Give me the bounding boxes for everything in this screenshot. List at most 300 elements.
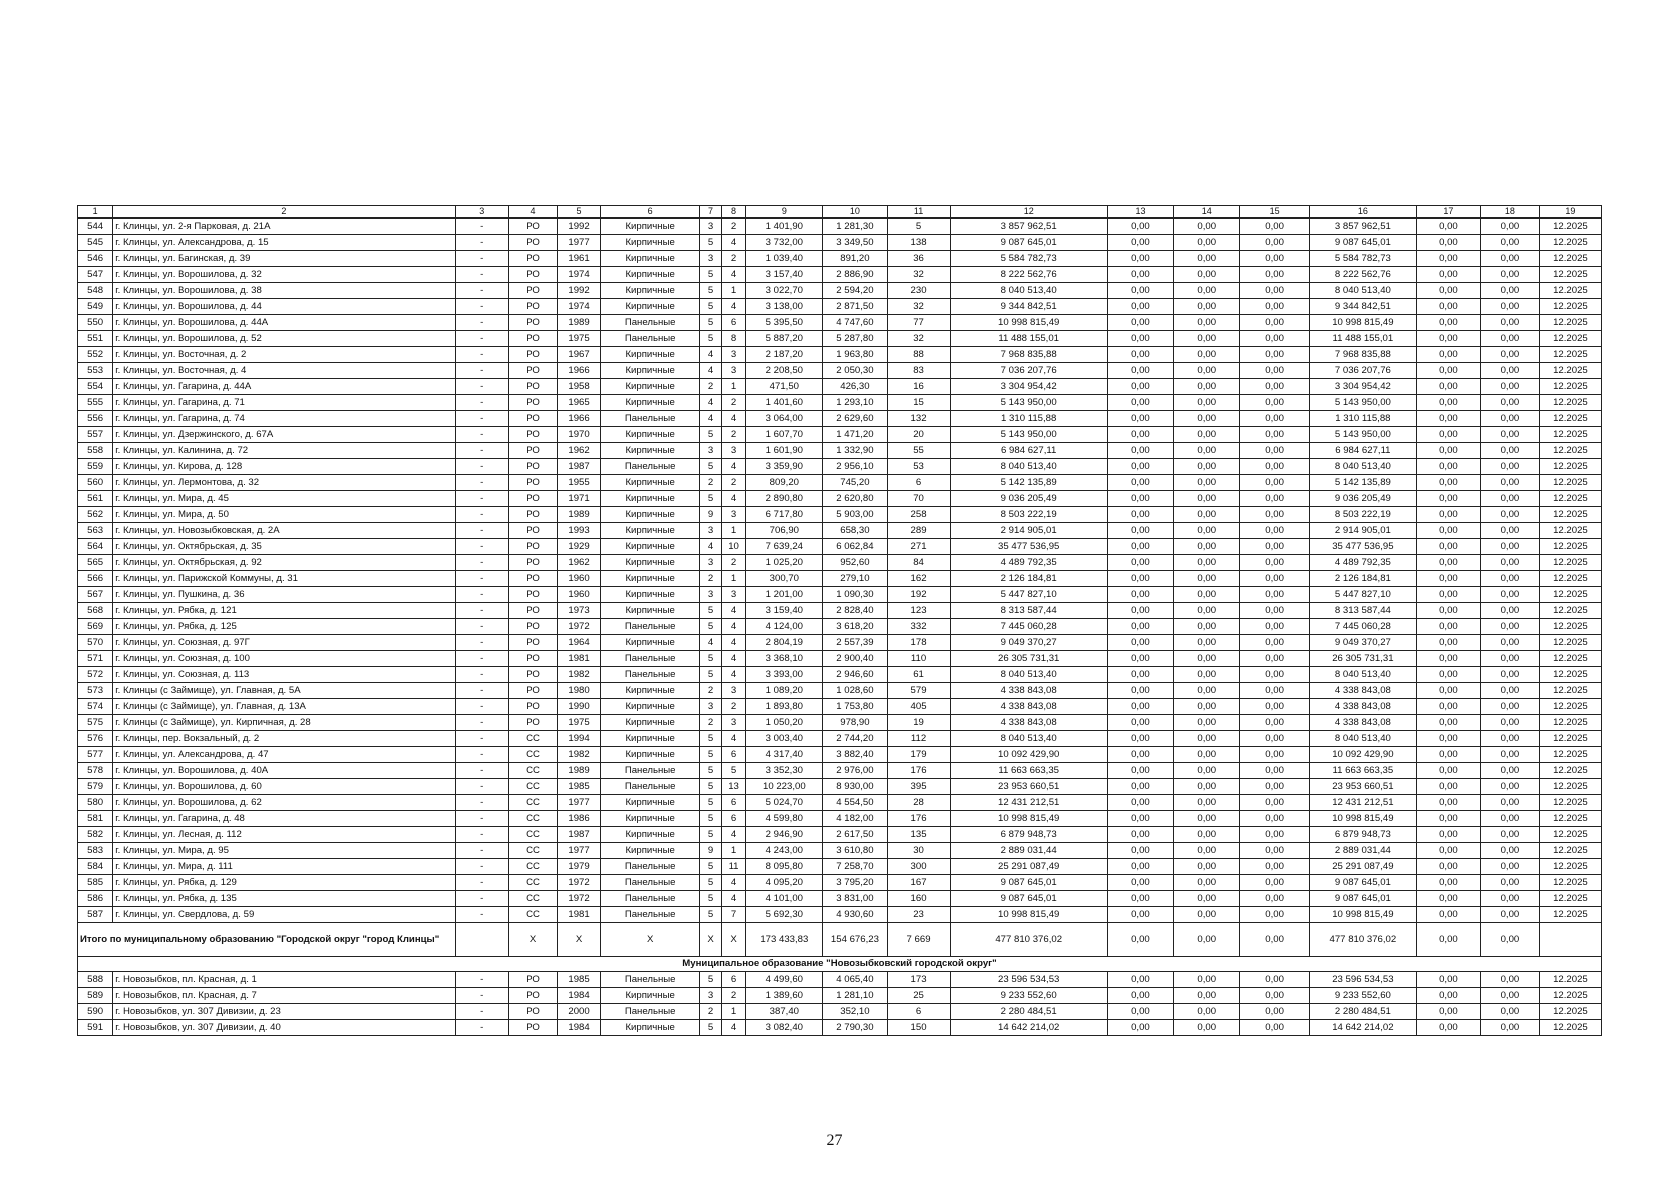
table-cell: 1958 xyxy=(558,379,601,395)
table-cell: Панельные xyxy=(600,907,699,923)
table-cell: 23 953 660,51 xyxy=(1309,779,1416,795)
table-cell: 4 xyxy=(721,411,746,427)
table-cell: РО xyxy=(508,603,557,619)
table-cell: 563 xyxy=(78,523,113,539)
section-header-row xyxy=(78,957,1602,972)
total-cell: 7 669 xyxy=(887,923,950,957)
table-cell: 4 xyxy=(721,459,746,475)
table-cell: 0,00 xyxy=(1107,972,1173,988)
table-cell: 4 499,60 xyxy=(746,972,823,988)
table-cell: 0,00 xyxy=(1240,972,1310,988)
table-cell: 0,00 xyxy=(1481,539,1540,555)
table-cell: 1 401,60 xyxy=(746,395,823,411)
table-cell: 0,00 xyxy=(1174,427,1240,443)
total-cell xyxy=(1539,923,1601,957)
table-cell: РО xyxy=(508,427,557,443)
column-number-header: 2 xyxy=(113,206,455,219)
table-cell: 0,00 xyxy=(1107,283,1173,299)
table-cell: 891,20 xyxy=(823,251,887,267)
table-cell: 561 xyxy=(78,491,113,507)
table-cell: 12 431 212,51 xyxy=(950,795,1107,811)
table-row xyxy=(78,475,1602,491)
table-cell: 558 xyxy=(78,443,113,459)
table-cell: - xyxy=(455,218,508,235)
table-cell: 12.2025 xyxy=(1539,667,1601,683)
table-cell: 12.2025 xyxy=(1539,843,1601,859)
table-cell: 1967 xyxy=(558,347,601,363)
table-cell: 14 642 214,02 xyxy=(950,1020,1107,1036)
table-cell: 55 xyxy=(887,443,950,459)
table-cell: 0,00 xyxy=(1174,843,1240,859)
address-cell: г. Клинцы, ул. Рябка, д. 135 xyxy=(113,891,455,907)
address-cell: г. Клинцы, пер. Вокзальный, д. 2 xyxy=(113,731,455,747)
table-cell: - xyxy=(455,283,508,299)
table-cell: - xyxy=(455,251,508,267)
table-cell: Кирпичные xyxy=(600,443,699,459)
table-cell: 230 xyxy=(887,283,950,299)
table-cell: 6 879 948,73 xyxy=(1309,827,1416,843)
table-cell: 0,00 xyxy=(1174,1004,1240,1020)
table-cell: 9 233 552,60 xyxy=(950,988,1107,1004)
address-cell: г. Клинцы, ул. Свердлова, д. 59 xyxy=(113,907,455,923)
table-cell: 77 xyxy=(887,315,950,331)
table-cell: 8 040 513,40 xyxy=(950,731,1107,747)
address-cell: г. Клинцы (с Займище), ул. Главная, д. 13А xyxy=(113,699,455,715)
table-cell: 1975 xyxy=(558,715,601,731)
table-cell: 0,00 xyxy=(1174,1020,1240,1036)
table-row xyxy=(78,283,1602,299)
table-cell: 192 xyxy=(887,587,950,603)
table-cell: 3 082,40 xyxy=(746,1020,823,1036)
address-cell: г. Клинцы, ул. Ворошилова, д. 44А xyxy=(113,315,455,331)
table-cell: 0,00 xyxy=(1174,411,1240,427)
table-cell: 551 xyxy=(78,331,113,347)
table-cell: 1 xyxy=(721,283,746,299)
table-cell: РО xyxy=(508,683,557,699)
table-cell: 0,00 xyxy=(1240,507,1310,523)
table-cell: РО xyxy=(508,395,557,411)
table-cell: 1987 xyxy=(558,827,601,843)
table-cell: 0,00 xyxy=(1174,347,1240,363)
table-cell: 12.2025 xyxy=(1539,1020,1601,1036)
table-cell: - xyxy=(455,972,508,988)
table-cell: 5 287,80 xyxy=(823,331,887,347)
table-cell: - xyxy=(455,779,508,795)
table-cell: 0,00 xyxy=(1107,251,1173,267)
table-row xyxy=(78,603,1602,619)
table-cell: 3 857 962,51 xyxy=(1309,218,1416,235)
address-cell: г. Клинцы, ул. Мира, д. 95 xyxy=(113,843,455,859)
table-cell: 0,00 xyxy=(1481,235,1540,251)
table-cell: 554 xyxy=(78,379,113,395)
table-cell: 4 xyxy=(721,635,746,651)
table-cell: 0,00 xyxy=(1481,651,1540,667)
table-cell: 2 xyxy=(721,395,746,411)
table-cell: 30 xyxy=(887,843,950,859)
table-cell: 1981 xyxy=(558,651,601,667)
table-cell: 6 717,80 xyxy=(746,507,823,523)
table-cell: 12.2025 xyxy=(1539,859,1601,875)
total-cell: 0,00 xyxy=(1416,923,1480,957)
table-cell: 1982 xyxy=(558,747,601,763)
table-cell: 8 040 513,40 xyxy=(1309,459,1416,475)
table-cell: 12.2025 xyxy=(1539,619,1601,635)
address-cell: г. Клинцы, ул. Мира, д. 45 xyxy=(113,491,455,507)
table-cell: 5 xyxy=(700,827,721,843)
table-cell: - xyxy=(455,827,508,843)
table-cell: - xyxy=(455,1004,508,1020)
table-cell: 1966 xyxy=(558,411,601,427)
table-cell: 1989 xyxy=(558,507,601,523)
table-cell: 12.2025 xyxy=(1539,539,1601,555)
table-cell: 0,00 xyxy=(1481,459,1540,475)
table-row xyxy=(78,539,1602,555)
table-cell: - xyxy=(455,427,508,443)
table-cell: 112 xyxy=(887,731,950,747)
table-cell: 0,00 xyxy=(1240,267,1310,283)
table-cell: 0,00 xyxy=(1240,907,1310,923)
table-cell: 5 xyxy=(700,315,721,331)
table-cell: 0,00 xyxy=(1416,459,1480,475)
table-cell: Кирпичные xyxy=(600,683,699,699)
table-cell: 557 xyxy=(78,427,113,443)
table-cell: 4 xyxy=(700,363,721,379)
table-cell: 6 xyxy=(721,972,746,988)
table-cell: Кирпичные xyxy=(600,1020,699,1036)
table-cell: 0,00 xyxy=(1240,475,1310,491)
table-cell: 8 040 513,40 xyxy=(950,283,1107,299)
table-cell: - xyxy=(455,459,508,475)
table-cell: 745,20 xyxy=(823,475,887,491)
table-cell: 1960 xyxy=(558,571,601,587)
table-cell: 5 143 950,00 xyxy=(1309,395,1416,411)
table-cell: 83 xyxy=(887,363,950,379)
table-cell: 585 xyxy=(78,875,113,891)
table-cell: 132 xyxy=(887,411,950,427)
table-cell: 4 747,60 xyxy=(823,315,887,331)
table-cell: 8 222 562,76 xyxy=(1309,267,1416,283)
table-cell: Кирпичные xyxy=(600,843,699,859)
table-cell: РО xyxy=(508,347,557,363)
table-cell: 0,00 xyxy=(1240,859,1310,875)
table-cell: 1 xyxy=(721,571,746,587)
table-cell: РО xyxy=(508,363,557,379)
table-cell: 0,00 xyxy=(1174,363,1240,379)
table-cell: 0,00 xyxy=(1107,603,1173,619)
table-cell: 3 618,20 xyxy=(823,619,887,635)
table-cell: 138 xyxy=(887,235,950,251)
table-cell: 0,00 xyxy=(1107,235,1173,251)
table-cell: 12.2025 xyxy=(1539,555,1601,571)
table-cell: 5 692,30 xyxy=(746,907,823,923)
table-cell: 32 xyxy=(887,299,950,315)
table-cell: 0,00 xyxy=(1174,651,1240,667)
table-cell: 5 xyxy=(700,795,721,811)
address-cell: г. Клинцы, ул. Союзная, д. 97Г xyxy=(113,635,455,651)
table-cell: 1984 xyxy=(558,988,601,1004)
total-cell: Х xyxy=(700,923,721,957)
total-cell: 154 676,23 xyxy=(823,923,887,957)
table-cell: 0,00 xyxy=(1481,1004,1540,1020)
table-cell: 0,00 xyxy=(1416,763,1480,779)
table-cell: 35 477 536,95 xyxy=(1309,539,1416,555)
address-cell: г. Клинцы, ул. Лесная, д. 112 xyxy=(113,827,455,843)
table-cell: 0,00 xyxy=(1240,315,1310,331)
table-cell: 1 089,20 xyxy=(746,683,823,699)
table-cell: 579 xyxy=(78,779,113,795)
table-cell: 2 946,90 xyxy=(746,827,823,843)
address-cell: г. Клинцы, ул. Гагарина, д. 74 xyxy=(113,411,455,427)
table-cell: 0,00 xyxy=(1174,715,1240,731)
table-cell: Кирпичные xyxy=(600,571,699,587)
table-cell: 0,00 xyxy=(1481,843,1540,859)
table-cell: 1973 xyxy=(558,603,601,619)
table-cell: 12.2025 xyxy=(1539,283,1601,299)
table-cell: 0,00 xyxy=(1481,571,1540,587)
table-cell: 3 xyxy=(700,587,721,603)
table-cell: 0,00 xyxy=(1481,619,1540,635)
table-cell: 0,00 xyxy=(1416,491,1480,507)
table-cell: 4 xyxy=(721,235,746,251)
table-cell: 12.2025 xyxy=(1539,315,1601,331)
table-cell: 4 243,00 xyxy=(746,843,823,859)
table-cell: 555 xyxy=(78,395,113,411)
table-cell: 289 xyxy=(887,523,950,539)
table-cell: 9 344 842,51 xyxy=(950,299,1107,315)
table-cell: 3 xyxy=(700,523,721,539)
table-cell: 0,00 xyxy=(1416,731,1480,747)
address-cell: г. Клинцы, ул. Восточная, д. 2 xyxy=(113,347,455,363)
address-cell: г. Клинцы, ул. Багинская, д. 39 xyxy=(113,251,455,267)
table-cell: 2 xyxy=(721,988,746,1004)
table-cell: 4 xyxy=(721,619,746,635)
table-cell: 5 143 950,00 xyxy=(1309,427,1416,443)
table-cell: 0,00 xyxy=(1174,251,1240,267)
table-cell: 5 xyxy=(700,907,721,923)
table-cell: 0,00 xyxy=(1416,523,1480,539)
table-cell: - xyxy=(455,475,508,491)
table-cell: Панельные xyxy=(600,763,699,779)
table-cell: 4 xyxy=(700,411,721,427)
table-cell: 84 xyxy=(887,555,950,571)
table-cell: 3 349,50 xyxy=(823,235,887,251)
table-cell: 0,00 xyxy=(1416,267,1480,283)
table-cell: 12.2025 xyxy=(1539,235,1601,251)
table-cell: 2 xyxy=(700,379,721,395)
column-number-header: 14 xyxy=(1174,206,1240,219)
table-cell: 0,00 xyxy=(1174,315,1240,331)
table-cell: 0,00 xyxy=(1416,843,1480,859)
table-cell: 0,00 xyxy=(1174,491,1240,507)
table-cell: 12.2025 xyxy=(1539,731,1601,747)
table-cell: 0,00 xyxy=(1416,283,1480,299)
table-cell: 9 087 645,01 xyxy=(1309,891,1416,907)
table-cell: Кирпичные xyxy=(600,427,699,443)
table-cell: 0,00 xyxy=(1107,779,1173,795)
table-cell: 1974 xyxy=(558,267,601,283)
table-cell: 12.2025 xyxy=(1539,347,1601,363)
table-cell: 0,00 xyxy=(1174,619,1240,635)
table-cell: 3 157,40 xyxy=(746,267,823,283)
table-cell: 0,00 xyxy=(1481,218,1540,235)
table-cell: 560 xyxy=(78,475,113,491)
table-cell: СС xyxy=(508,859,557,875)
table-cell: 88 xyxy=(887,347,950,363)
table-cell: 3 xyxy=(721,443,746,459)
table-cell: 0,00 xyxy=(1481,283,1540,299)
table-cell: РО xyxy=(508,988,557,1004)
table-cell: 5 143 950,00 xyxy=(950,427,1107,443)
table-cell: РО xyxy=(508,315,557,331)
table-cell: 0,00 xyxy=(1416,443,1480,459)
table-cell: Панельные xyxy=(600,875,699,891)
table-row xyxy=(78,299,1602,315)
column-number-header: 18 xyxy=(1481,206,1540,219)
table-cell: 706,90 xyxy=(746,523,823,539)
table-cell: 8 503 222,19 xyxy=(1309,507,1416,523)
table-cell: 0,00 xyxy=(1107,218,1173,235)
table-cell: РО xyxy=(508,218,557,235)
table-cell: 1 028,60 xyxy=(823,683,887,699)
table-cell: 6 984 627,11 xyxy=(950,443,1107,459)
table-cell: Кирпичные xyxy=(600,363,699,379)
table-cell: 0,00 xyxy=(1174,827,1240,843)
table-row xyxy=(78,411,1602,427)
table-cell: Панельные xyxy=(600,459,699,475)
table-cell: 11 663 663,35 xyxy=(1309,763,1416,779)
table-cell: 4 xyxy=(721,267,746,283)
table-cell: Кирпичные xyxy=(600,235,699,251)
table-cell: 9 049 370,27 xyxy=(950,635,1107,651)
table-cell: 0,00 xyxy=(1107,571,1173,587)
table-cell: 0,00 xyxy=(1240,539,1310,555)
table-cell: 0,00 xyxy=(1107,651,1173,667)
table-cell: 12.2025 xyxy=(1539,571,1601,587)
table-cell: 549 xyxy=(78,299,113,315)
table-row xyxy=(78,843,1602,859)
table-cell: 13 xyxy=(721,779,746,795)
table-cell: Кирпичные xyxy=(600,507,699,523)
table-cell: Кирпичные xyxy=(600,603,699,619)
table-cell: 0,00 xyxy=(1416,411,1480,427)
column-number-header: 16 xyxy=(1309,206,1416,219)
table-cell: 6 062,84 xyxy=(823,539,887,555)
table-row xyxy=(78,795,1602,811)
table-cell: 0,00 xyxy=(1481,507,1540,523)
table-cell: 12.2025 xyxy=(1539,891,1601,907)
table-cell: РО xyxy=(508,571,557,587)
address-cell: г. Клинцы, ул. Октябрьская, д. 92 xyxy=(113,555,455,571)
table-cell: 7 968 835,88 xyxy=(1309,347,1416,363)
table-cell: 5 xyxy=(700,891,721,907)
table-cell: 0,00 xyxy=(1107,459,1173,475)
table-cell: 0,00 xyxy=(1174,379,1240,395)
table-cell: 0,00 xyxy=(1416,347,1480,363)
table-cell: 2 620,80 xyxy=(823,491,887,507)
table-cell: 0,00 xyxy=(1481,251,1540,267)
table-cell: 178 xyxy=(887,635,950,651)
table-row xyxy=(78,699,1602,715)
table-cell: 0,00 xyxy=(1174,795,1240,811)
table-cell: 0,00 xyxy=(1481,972,1540,988)
column-number-header: 3 xyxy=(455,206,508,219)
table-cell: 123 xyxy=(887,603,950,619)
table-cell: 1962 xyxy=(558,555,601,571)
table-cell: 2 208,50 xyxy=(746,363,823,379)
table-cell: 0,00 xyxy=(1174,972,1240,988)
table-cell: 25 xyxy=(887,988,950,1004)
table-cell: 5 xyxy=(700,299,721,315)
address-cell: г. Клинцы, ул. Мира, д. 111 xyxy=(113,859,455,875)
table-cell: 8 930,00 xyxy=(823,779,887,795)
table-cell: 4 554,50 xyxy=(823,795,887,811)
table-row xyxy=(78,571,1602,587)
table-cell: 0,00 xyxy=(1240,523,1310,539)
table-cell: 0,00 xyxy=(1240,683,1310,699)
table-cell: 426,30 xyxy=(823,379,887,395)
table-cell: 12.2025 xyxy=(1539,988,1601,1004)
table-cell: 567 xyxy=(78,587,113,603)
table-cell: СС xyxy=(508,907,557,923)
table-cell: 5 xyxy=(700,267,721,283)
table-cell: 0,00 xyxy=(1107,907,1173,923)
table-cell: 5 xyxy=(721,763,746,779)
table-cell: 0,00 xyxy=(1240,299,1310,315)
table-cell: 1990 xyxy=(558,699,601,715)
table-cell: - xyxy=(455,507,508,523)
table-cell: 0,00 xyxy=(1107,843,1173,859)
table-cell: 110 xyxy=(887,651,950,667)
table-cell: 548 xyxy=(78,283,113,299)
table-cell: 2 594,20 xyxy=(823,283,887,299)
table-cell: 3 882,40 xyxy=(823,747,887,763)
table-row xyxy=(78,459,1602,475)
table-cell: 4 xyxy=(721,667,746,683)
table-cell: 12.2025 xyxy=(1539,635,1601,651)
table-cell: 2 126 184,81 xyxy=(950,571,1107,587)
table-cell: 6 xyxy=(721,811,746,827)
table-cell: 0,00 xyxy=(1416,571,1480,587)
table-row xyxy=(78,731,1602,747)
table-cell: 1966 xyxy=(558,363,601,379)
table-cell: 6 xyxy=(887,475,950,491)
table-cell: 0,00 xyxy=(1481,411,1540,427)
table-cell: 0,00 xyxy=(1240,875,1310,891)
address-cell: г. Клинцы, ул. Ворошилова, д. 52 xyxy=(113,331,455,347)
table-cell: 0,00 xyxy=(1107,731,1173,747)
table-cell: 0,00 xyxy=(1240,811,1310,827)
table-cell: 5 447 827,10 xyxy=(950,587,1107,603)
table-cell: 0,00 xyxy=(1481,699,1540,715)
table-cell: 12.2025 xyxy=(1539,683,1601,699)
table-cell: 1989 xyxy=(558,315,601,331)
table-cell: 9 087 645,01 xyxy=(1309,875,1416,891)
address-cell: г. Клинцы, ул. Ворошилова, д. 32 xyxy=(113,267,455,283)
table-cell: - xyxy=(455,859,508,875)
table-cell: 0,00 xyxy=(1174,507,1240,523)
table-cell: 0,00 xyxy=(1416,507,1480,523)
table-cell: СС xyxy=(508,747,557,763)
table-row xyxy=(78,587,1602,603)
table-cell: Кирпичные xyxy=(600,699,699,715)
table-cell: 5 xyxy=(700,283,721,299)
table-cell: 0,00 xyxy=(1174,699,1240,715)
table-cell: 6 xyxy=(721,315,746,331)
table-cell: 1985 xyxy=(558,779,601,795)
table-cell: 0,00 xyxy=(1240,363,1310,379)
table-cell: 1 xyxy=(721,843,746,859)
table-cell: 9 049 370,27 xyxy=(1309,635,1416,651)
